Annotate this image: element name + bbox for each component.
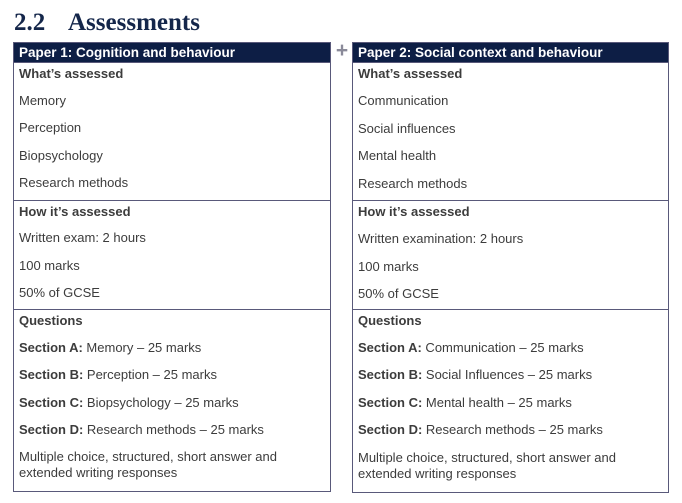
list-item: Memory [19,93,66,108]
question-section-b [19,367,324,383]
section-heading: What’s assessed [358,66,463,81]
list-item: 100 marks [19,258,80,273]
question-format-note: Multiple choice, structured, short answer and extended writing responses [19,449,277,480]
question-section-c [19,395,324,411]
list-item: Written exam: 2 hours [19,230,146,245]
section-text: Communication – 25 marks [421,340,584,355]
list-item: 50% of GCSE [358,286,439,301]
question-section-b [358,367,662,383]
section-text: Biopsychology – 25 marks [83,395,239,410]
list-item: Social influences [358,121,456,136]
question-section-d [19,422,324,438]
question-section-c [358,395,662,411]
paper-2-how-assessed [353,200,668,309]
section-text: Mental health – 25 marks [422,395,572,410]
paper-2-title: Paper 2: Social context and behaviour [353,43,668,62]
question-section-d [358,422,662,438]
section-label: Section A: [19,340,83,355]
section-label: Section A: [358,340,422,355]
section-text: Social Influences – 25 marks [422,367,593,382]
paper-1-questions [14,309,330,491]
heading-title: Assessments [68,9,200,36]
list-item: Biopsychology [19,148,103,163]
paper-2-questions [353,309,668,492]
paper-1-how-assessed [14,200,330,309]
section-text: Research methods – 25 marks [422,422,603,437]
section-heading: How it’s assessed [358,204,470,219]
paper-1-whats-assessed [14,62,330,200]
section-text: Research methods – 25 marks [83,422,264,437]
list-item: Communication [358,93,449,108]
question-section-a [19,340,324,356]
section-label: Section C: [358,395,423,410]
list-item: 100 marks [358,259,419,274]
section-heading: How it’s assessed [19,204,131,219]
list-item: Written examination: 2 hours [358,231,524,246]
list-item: 50% of GCSE [19,285,100,300]
question-section-a [358,340,662,356]
plus-connector: + [335,39,349,62]
question-format-note: Multiple choice, structured, short answer and extended writing responses [358,450,616,481]
heading-number: 2.2 [14,9,46,36]
paper-1-title: Paper 1: Cognition and behaviour [14,43,330,62]
list-item: Research methods [358,176,468,191]
section-label: Section D: [358,422,423,437]
section-label: Section D: [19,422,84,437]
section-text: Perception – 25 marks [83,367,217,382]
section-label: Section C: [19,395,84,410]
section-text: Memory – 25 marks [82,340,202,355]
paper-2-box [352,42,669,493]
section-label: Section B: [19,367,84,382]
list-item: Mental health [358,148,437,163]
page-heading [14,8,200,38]
section-heading: Questions [358,313,422,328]
section-heading: What’s assessed [19,66,124,81]
list-item: Perception [19,120,82,135]
list-item: Research methods [19,175,129,190]
section-heading: Questions [19,313,83,328]
paper-1-box [13,42,331,492]
paper-2-whats-assessed [353,62,668,200]
section-label: Section B: [358,367,423,382]
